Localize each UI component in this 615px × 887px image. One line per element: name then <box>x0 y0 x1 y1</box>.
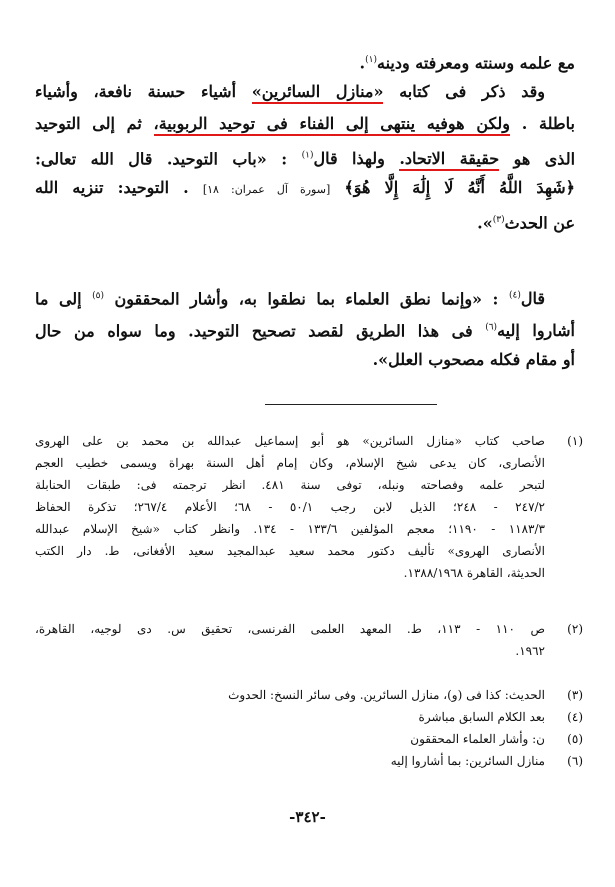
footnote-line: ٢٤٧/٢ - ٢٤٨؛ الذيل لابن رجب ٥٠/١ - ٦٨؛ الأعلام ٢٦٧/٤؛ تذكرة الحفاظ <box>35 500 545 514</box>
footnote-line: الأنصارى الهروى» تأليف دكتور محمد سعيد عبدالمجيد سعيد الأفغانى، ط. دار الكتب <box>35 544 545 558</box>
footnote-marker: (٤) <box>508 291 521 301</box>
p1-l2-c: ثم إلى التوحيد <box>35 114 142 133</box>
note-number: (٥) <box>567 732 583 746</box>
footnote-number: (١) <box>567 434 583 448</box>
p2-l1-b: : «وإنما نطق العلماء بما نطقوا به، وأشار المحققون <box>114 289 499 309</box>
note-text: ن: وأشار العلماء المحققون <box>410 732 545 746</box>
quran-verse: ﴿شَهِدَ اللَّهُ أَنَّهُ لَا إِلَٰهَ إِلَّا هُوَ﴾ <box>344 178 575 197</box>
p2-l1-a: قال <box>520 289 545 309</box>
footnote-1 <box>35 430 583 584</box>
note-number: (٦) <box>567 754 583 768</box>
footnote-marker: (٣) <box>492 215 505 225</box>
p1-l3-a: الذى هو <box>513 149 576 169</box>
p1-l1-a: وقد ذكر فى كتابه <box>399 82 545 101</box>
footnote-line: لتبحر علمه وفصاحته ونبله، توفى سنة ٤٨١. انظر ترجمته فى: طبقات الحنابلة <box>35 478 545 492</box>
p2-l2-a: أشاروا إليه <box>497 321 576 341</box>
text-line-3 <box>35 108 575 140</box>
verse-reference: [سورة آل عمران: ١٨] <box>202 183 331 196</box>
text-line-6: عن الحدث$^{(٣)}$». <box>477 213 575 233</box>
text-line-5 <box>35 172 575 204</box>
note-number: (٤) <box>567 710 583 724</box>
p1-l3-d: : «باب التوحيد. قال الله تعالى: <box>35 149 288 169</box>
text-line-8 <box>35 312 575 344</box>
footnote-divider <box>265 404 437 405</box>
footnote-line: ص ١١٠ - ١١٣، ط. المعهد العلمى الفرنسى، تحقيق س. دى لوجيه، القاهرة، <box>35 622 546 636</box>
text-line-4 <box>35 140 575 172</box>
footnote-line: الأنصارى، كان يدعى شيخ الإسلام، وكان إمام أهل السنة بهراة ويسمى خطيب العجم <box>35 456 545 470</box>
variant-notes <box>228 684 583 772</box>
footnote-line: ١١٨٣/٣ - ١١٩٠؛ معجم المؤلفين ١٣٣/٦ - ١٣٤. وانظر كتاب «شيخ الإسلام عبدالله <box>35 522 545 536</box>
footnote-2 <box>35 618 583 662</box>
footnote-marker: (١) <box>365 55 377 65</box>
note-number: (٣) <box>567 688 583 702</box>
p2-l1-c: إلى ما <box>35 289 82 309</box>
line1-text: مع علمه وسنته ومعرفته ودينه <box>376 53 575 73</box>
footnote-marker: (٥) <box>92 291 104 301</box>
p1-l4-b: . التوحيد: تنزيه الله <box>35 178 189 197</box>
footnote-line: ١٩٦٢. <box>515 644 545 658</box>
p1-l1-c: أشياء حسنة نافعة، وأشياء <box>35 82 237 101</box>
highlight-book-title: «منازل السائرين» <box>251 82 384 101</box>
p1-l5: عن الحدث <box>504 213 575 233</box>
highlight-ittihad: حقيقة الاتحاد. <box>399 149 500 169</box>
paragraph-2 <box>35 280 575 376</box>
note-text: بعد الكلام السابق مباشرة <box>418 710 545 724</box>
p2-l3: أو مقام فكله مصحوب العلل». <box>372 350 575 369</box>
text-line-2 <box>35 76 575 108</box>
footnote-line: الحديثة، القاهرة ١٣٨٨/١٩٦٨. <box>403 566 545 580</box>
text-line-7 <box>35 280 575 312</box>
footnote-marker: (١) <box>301 151 314 161</box>
footnote-number: (٢) <box>567 622 583 636</box>
text-line-1: مع علمه وسنته ومعرفته ودينه$^{(١)}$. <box>359 53 575 73</box>
note-text: منازل السائرين: بما أشاروا إليه <box>390 754 545 768</box>
note-text: الحديث: كذا فى (و)، منازل السائرين. وفى سائر النسخ: الحدوث <box>228 688 545 702</box>
highlight-fana-rububiyya: ولكن هوفيه ينتهى إلى الفناء فى توحيد الربوبية، <box>153 114 510 133</box>
p2-l2-b: فى هذا الطريق لقصد تصحيح التوحيد. وما سواه من حال <box>35 321 473 341</box>
p1-l3-c: ولهذا قال <box>313 149 385 169</box>
page-number: -٣٤٢- <box>289 808 326 826</box>
footnote-line: صاحب كتاب «منازل السائرين» هو أبو إسماعيل عبدالله بن محمد بن على الهروى <box>35 434 545 448</box>
p1-l2-a: باطلة . <box>521 114 575 133</box>
footnote-marker: (٦) <box>485 323 498 333</box>
text-line-9 <box>35 344 575 376</box>
main-text <box>35 44 575 236</box>
